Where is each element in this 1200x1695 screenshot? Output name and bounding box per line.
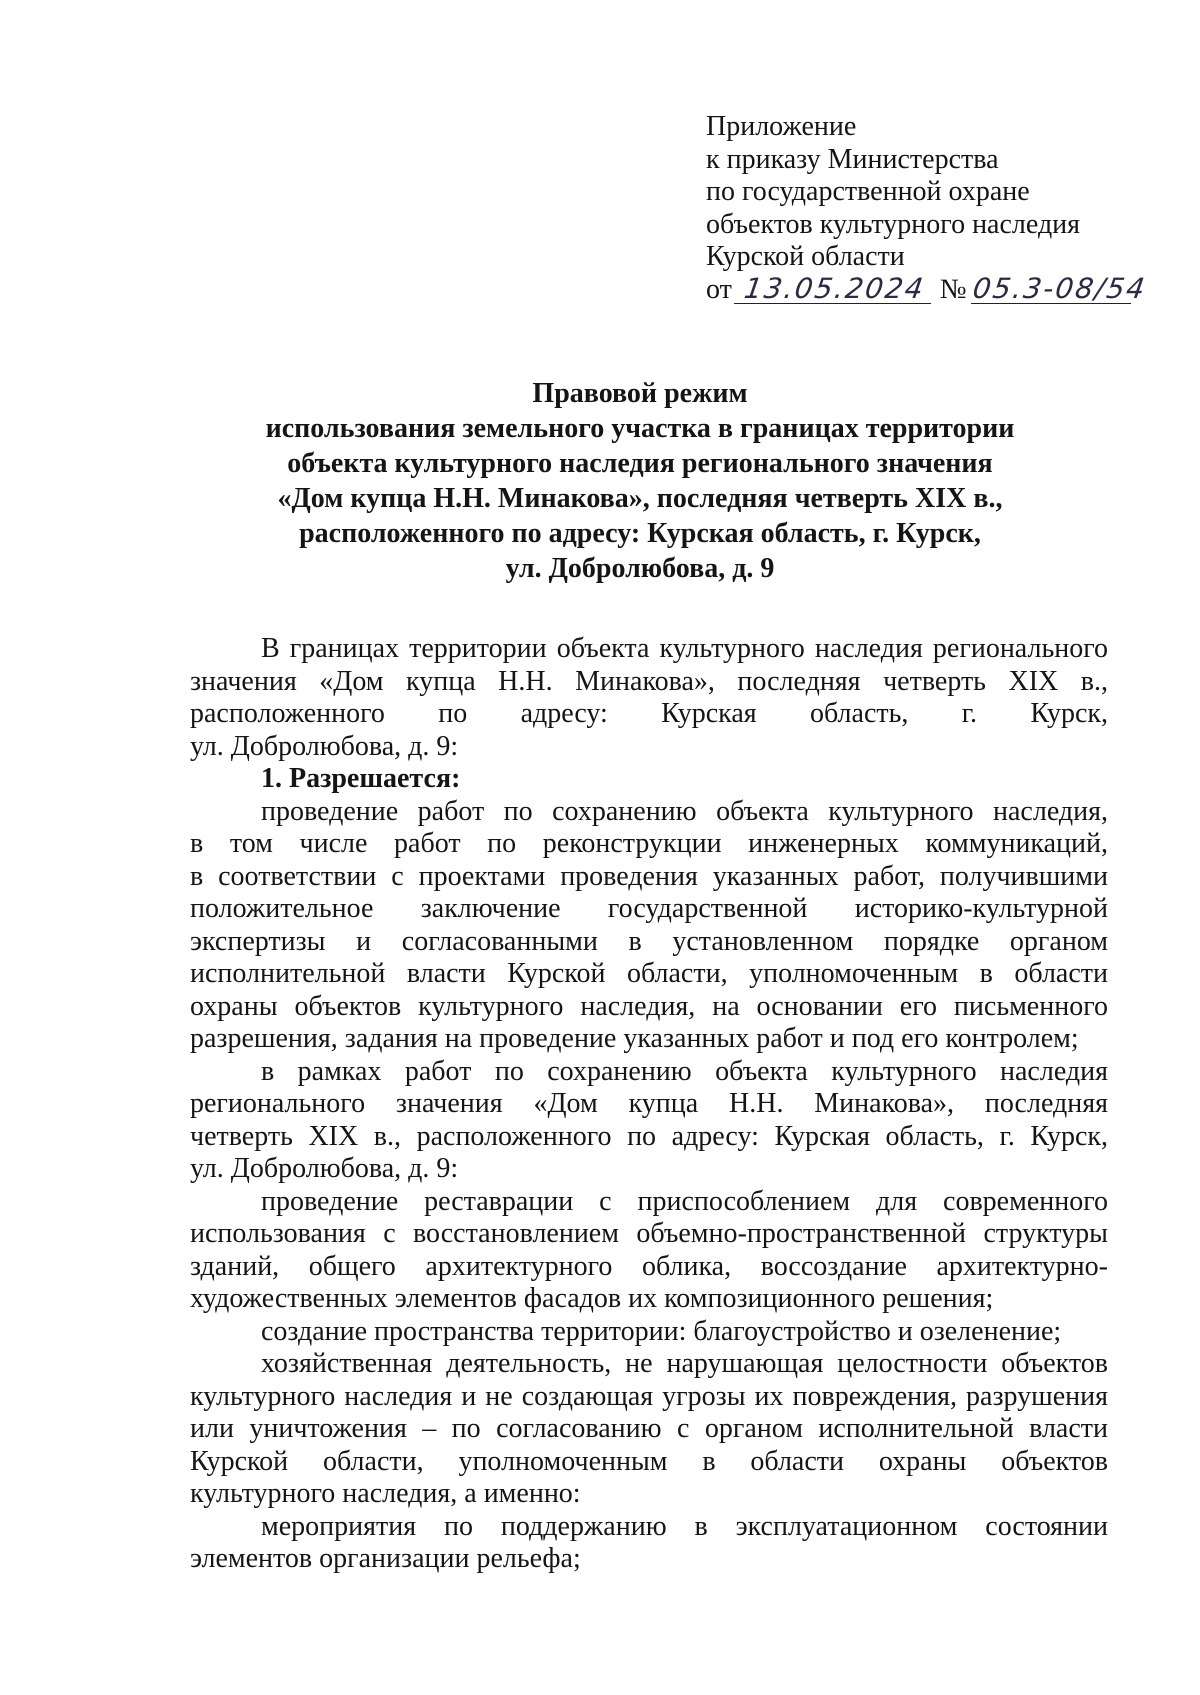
paragraph bbox=[190, 1511, 1108, 1576]
title-line: использования земельного участка в границах территории bbox=[265, 413, 1015, 444]
handwritten-date: 13.05.2024 bbox=[734, 275, 935, 304]
body-line: разрешения, задания на проведение указанных работ и под его контролем; bbox=[190, 1023, 1079, 1054]
body-line: исполнительной власти Курской области, уполномоченным в области bbox=[190, 958, 1108, 989]
body-line: в соответствии с проектами проведения указанных работ, получившими bbox=[190, 860, 1108, 892]
body-line: культурного наследия и не создающая угрозы их повреждения, разрушения bbox=[190, 1380, 1108, 1412]
body-line: в рамках работ по сохранению объекта культурного наследия bbox=[261, 1055, 1108, 1087]
body-line: В границах территории объекта культурного наследия регионального bbox=[261, 633, 1108, 664]
section-heading: 1. Разрешается: bbox=[261, 763, 461, 794]
paragraph bbox=[190, 796, 1108, 1056]
title-line: «Дом купца Н.Н. Минакова», последняя четверть XIX в., bbox=[277, 483, 1003, 514]
body-line: регионального значения «Дом купца Н.Н. Минакова», последняя bbox=[190, 1088, 1108, 1119]
body-line: хозяйственная деятельность, не нарушающая целостности объектов bbox=[261, 1348, 1108, 1379]
document-body bbox=[190, 633, 1108, 1576]
paragraph bbox=[190, 1348, 1108, 1511]
body-line: Курской области, уполномоченным в области охраны объектов bbox=[190, 1445, 1108, 1477]
body-line: культурного наследия, а именно: bbox=[190, 1478, 581, 1509]
body-line: положительное заключение государственной историко-культурной bbox=[190, 893, 1108, 924]
body-line: охраны объектов культурного наследия, на основании его письменного bbox=[190, 990, 1108, 1022]
title-line: расположенного по адресу: Курская область, г. Курск, bbox=[299, 518, 981, 549]
body-line: ул. Добролюбова, д. 9: bbox=[190, 1153, 459, 1184]
body-line: экспертизы и согласованными в установленном порядке органом bbox=[190, 925, 1108, 957]
document-title bbox=[190, 376, 1090, 586]
paragraph bbox=[190, 1316, 1108, 1349]
title-line: объекта культурного наследия регионального значения bbox=[287, 448, 993, 479]
handwritten-number: 05.3-08/54 bbox=[970, 271, 1149, 305]
appendix-line: объектов культурного наследия bbox=[706, 208, 1081, 240]
paragraph bbox=[190, 1056, 1108, 1186]
body-line: проведение реставрации с приспособлением для современного bbox=[261, 1185, 1108, 1217]
title-line: ул. Добролюбова, д. 9 bbox=[505, 553, 775, 584]
order-date-number-line bbox=[706, 271, 1149, 307]
body-line: в том числе работ по реконструкции инженерных коммуникаций, bbox=[190, 828, 1108, 859]
appendix-header bbox=[706, 111, 1149, 306]
number-label: № bbox=[939, 273, 967, 305]
paragraph bbox=[190, 1186, 1108, 1316]
body-line: художественных элементов фасадов их композиционного решения; bbox=[190, 1283, 994, 1314]
body-line: значения «Дом купца Н.Н. Минакова», последняя четверть XIX в., bbox=[190, 665, 1108, 697]
appendix-line: Приложение bbox=[706, 111, 857, 142]
body-line: расположенного по адресу: Курская область, г. Курск, bbox=[190, 698, 1108, 729]
appendix-line: Курской области bbox=[706, 241, 905, 272]
body-line: создание пространства территории: благоустройство и озеленение; bbox=[261, 1315, 1062, 1347]
body-line: ул. Добролюбова, д. 9: bbox=[190, 730, 459, 762]
body-line: зданий, общего архитектурного облика, воссоздание архитектурно- bbox=[190, 1250, 1108, 1282]
title-line: Правовой режим bbox=[532, 378, 748, 409]
body-line: элементов организации рельефа; bbox=[190, 1543, 581, 1574]
body-line: использования с восстановлением объемно-пространственной структуры bbox=[190, 1218, 1108, 1249]
body-line: проведение работ по сохранению объекта культурного наследия, bbox=[261, 795, 1108, 827]
body-line: мероприятия по поддержанию в эксплуатационном состоянии bbox=[261, 1510, 1108, 1542]
intro-paragraph bbox=[190, 633, 1108, 763]
appendix-line: к приказу Министерства bbox=[706, 143, 999, 175]
from-label: от bbox=[706, 273, 732, 305]
body-line: или уничтожения – по согласованию с органом исполнительной власти bbox=[190, 1413, 1108, 1444]
body-line: четверть XIX в., расположенного по адресу: Курская область, г. Курск, bbox=[190, 1120, 1108, 1152]
appendix-line: по государственной охране bbox=[706, 176, 1030, 207]
